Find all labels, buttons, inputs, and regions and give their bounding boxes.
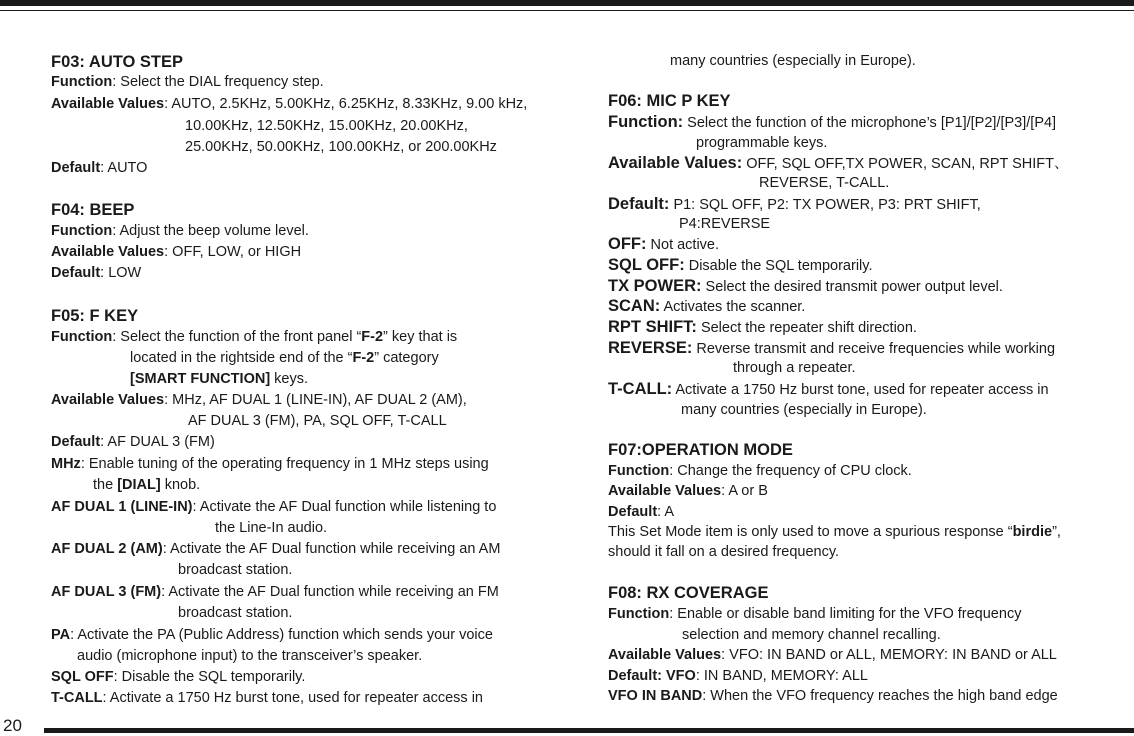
f05-function-cont: located in the rightside end of the “F-2” category xyxy=(130,350,439,366)
f07-note-cont: should it fall on a desired frequency. xyxy=(608,544,840,560)
f05-pa: PA: Activate the PA (Public Address) function which sends your voice xyxy=(51,627,493,643)
f06-heading: F06: MIC P KEY xyxy=(608,92,731,110)
f06-off: OFF: Not active. xyxy=(608,235,720,253)
f06-tx-power: TX POWER: Select the desired transmit power output level. xyxy=(608,277,1003,295)
f03-default: Default: AUTO xyxy=(51,160,148,176)
f08-heading: F08: RX COVERAGE xyxy=(608,584,769,602)
carry-over-text: many countries (especially in Europe). xyxy=(670,53,916,69)
f04-heading: F04: BEEP xyxy=(51,201,135,219)
f06-function-cont: programmable keys. xyxy=(696,135,828,151)
f07-values: Available Values: A or B xyxy=(608,483,768,499)
f05-sql-off: SQL OFF: Disable the SQL temporarily. xyxy=(51,669,306,685)
f06-function: Function: Select the function of the microphone’s [P1]/[P2]/[P3]/[P4] xyxy=(608,113,1057,131)
f05-pa-cont: audio (microphone input) to the transceiver’s speaker. xyxy=(77,648,423,664)
f05-afdual1-cont: the Line-In audio. xyxy=(215,520,328,536)
f07-default: Default: A xyxy=(608,504,675,520)
f06-sql-off: SQL OFF: Disable the SQL temporarily. xyxy=(608,256,873,274)
f03-values-cont: 25.00KHz, 50.00KHz, 100.00KHz, or 200.00KHz xyxy=(185,139,497,155)
f08-vfo-in-band: VFO IN BAND: When the VFO frequency reaches the high band edge xyxy=(608,688,1058,704)
f03-heading: F03: AUTO STEP xyxy=(51,53,184,71)
f08-values: Available Values: VFO: IN BAND or ALL, MEMORY: IN BAND or ALL xyxy=(608,647,1057,663)
f06-rpt-shift: RPT SHIFT: Select the repeater shift direction. xyxy=(608,318,917,336)
bottom-rule xyxy=(44,728,1134,733)
f06-values: Available Values: OFF, SQL OFF,TX POWER, SCAN, RPT SHIFT、 xyxy=(608,154,1069,172)
f06-tcall: T-CALL: Activate a 1750 Hz burst tone, used for repeater access in xyxy=(608,380,1049,398)
f06-scan: SCAN: Activates the scanner. xyxy=(608,297,806,315)
f06-reverse-cont: through a repeater. xyxy=(733,360,856,376)
f05-tcall: T-CALL: Activate a 1750 Hz burst tone, used for repeater access in xyxy=(51,690,483,706)
f07-function: Function: Change the frequency of CPU clock. xyxy=(608,463,912,479)
f03-function: Function: Select the DIAL frequency step. xyxy=(51,74,324,90)
page-number: 20 xyxy=(3,716,22,735)
f04-default: Default: LOW xyxy=(51,265,142,281)
f03-values: Available Values: AUTO, 2.5KHz, 5.00KHz, 6.25KHz, 8.33KHz, 9.00 kHz, xyxy=(51,96,528,112)
f06-reverse: REVERSE: Reverse transmit and receive frequencies while working xyxy=(608,339,1056,357)
f08-default: Default: VFO: IN BAND, MEMORY: ALL xyxy=(608,668,868,684)
f05-afdual3: AF DUAL 3 (FM): Activate the AF Dual function while receiving an FM xyxy=(51,584,499,600)
f07-note: This Set Mode item is only used to move a spurious response “birdie”, xyxy=(608,524,1061,540)
f05-default: Default: AF DUAL 3 (FM) xyxy=(51,434,215,450)
top-rule-thin xyxy=(0,10,1134,11)
f07-heading: F07:OPERATION MODE xyxy=(608,441,793,459)
f04-values: Available Values: OFF, LOW, or HIGH xyxy=(51,244,302,260)
f08-function-cont: selection and memory channel recalling. xyxy=(682,627,941,643)
f05-afdual3-cont: broadcast station. xyxy=(178,605,293,621)
top-rule-thick xyxy=(0,0,1134,6)
f05-values-cont: AF DUAL 3 (FM), PA, SQL OFF, T-CALL xyxy=(188,413,447,429)
f05-values: Available Values: MHz, AF DUAL 1 (LINE-IN), AF DUAL 2 (AM), xyxy=(51,392,467,408)
f08-function: Function: Enable or disable band limiting for the VFO frequency xyxy=(608,606,1022,622)
f03-values-cont: 10.00KHz, 12.50KHz, 15.00KHz, 20.00KHz, xyxy=(185,118,468,134)
f06-values-cont: REVERSE, T-CALL. xyxy=(759,175,890,191)
f06-default: Default: P1: SQL OFF, P2: TX POWER, P3: PRT SHIFT, xyxy=(608,195,981,213)
f05-mhz-cont: the [DIAL] knob. xyxy=(93,477,201,493)
f05-afdual2-cont: broadcast station. xyxy=(178,562,293,578)
f04-function: Function: Adjust the beep volume level. xyxy=(51,223,309,239)
f05-function-cont: [SMART FUNCTION] keys. xyxy=(130,371,309,387)
f06-tcall-cont: many countries (especially in Europe). xyxy=(681,402,927,418)
f05-afdual1: AF DUAL 1 (LINE-IN): Activate the AF Dual function while listening to xyxy=(51,499,497,515)
f06-default-cont: P4:REVERSE xyxy=(679,216,771,232)
f05-function: Function: Select the function of the front panel “F-2” key that is xyxy=(51,329,458,345)
f05-mhz: MHz: Enable tuning of the operating frequency in 1 MHz steps using xyxy=(51,456,489,472)
f05-heading: F05: F KEY xyxy=(51,307,139,325)
f05-afdual2: AF DUAL 2 (AM): Activate the AF Dual function while receiving an AM xyxy=(51,541,501,557)
